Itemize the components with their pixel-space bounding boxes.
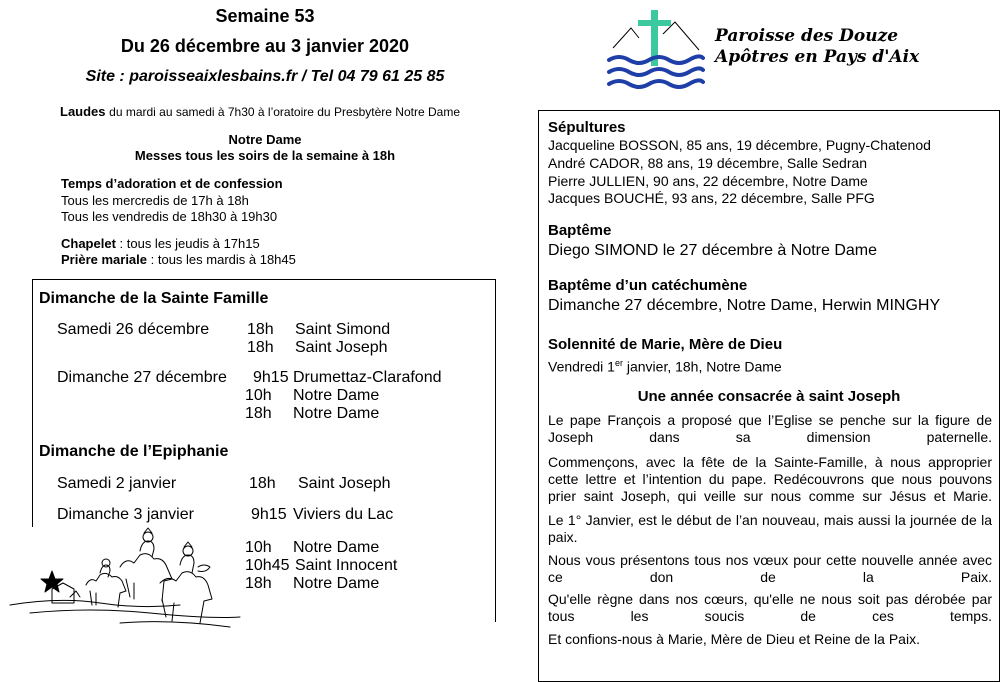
schedule-time: 18h [245, 405, 272, 422]
schedule-time: 18h [247, 321, 274, 338]
schedule-day: Dimanche 3 janvier [57, 506, 194, 523]
site-phone-line: Site : paroisseaixlesbains.fr / Tel 04 79 61 25 85 [85, 68, 445, 85]
adoration-line: Tous les mercredis de 17h à 18h [61, 193, 249, 208]
joseph-paragraph: Le pape François a proposé que l’Eglise se penche sur la figure de Joseph dans sa dimension paternelle. [548, 412, 992, 445]
bapteme-title: Baptême [548, 222, 612, 239]
date-range: Du 26 décembre au 3 janvier 2020 [120, 36, 410, 56]
chapelet-line [61, 236, 260, 252]
laudes-label: Laudes [60, 104, 106, 119]
sepulture-item: Jacqueline BOSSON, 85 ans, 19 décembre, Pugny-Chatenod [548, 137, 931, 153]
schedule-time: 9h15 [251, 506, 287, 523]
adoration-line: Tous les vendredis de 18h30 à 19h30 [61, 209, 278, 224]
news-box [538, 110, 1000, 682]
parish-name-line2: Apôtres en Pays d'Aix [715, 47, 920, 67]
notre-dame-masses: Messes tous les soirs de la semaine à 18h [134, 148, 396, 163]
priere-label: Prière mariale [61, 252, 148, 267]
sunday2-title: Dimanche de l’Epiphanie [39, 443, 229, 460]
chapelet-text: : tous les jeudis à 17h15 [115, 236, 260, 251]
laudes-text: du mardi au samedi à 7h30 à l’oratoire du Presbytère Notre Dame [109, 105, 460, 119]
schedule-day: Samedi 2 janvier [57, 475, 177, 492]
adoration-title: Temps d’adoration et de confession [61, 176, 283, 191]
sepulture-item: Jacques BOUCHÉ, 93 ans, 22 décembre, Salle PFG [548, 190, 875, 206]
joseph-paragraph: Le 1° Janvier, est le début de l’an nouveau, mais aussi la journée de la paix. [548, 512, 992, 545]
schedule-time: 10h [245, 539, 272, 556]
schedule-time: 18h [247, 339, 274, 356]
three-kings-camels-icon [0, 527, 245, 652]
solennite-text [548, 355, 782, 376]
magi-illustration [0, 527, 245, 652]
schedule-day: Samedi 26 décembre [57, 321, 210, 338]
chapelet-label: Chapelet [61, 236, 116, 251]
joseph-paragraph: Commençons, avec la fête de la Sainte-Famille, à nous approprier cette lettre et l’intention du pape. Redécouvrons que nous pouvons prier saint Joseph, qui veille sur nous comme sur Jésus et Marie. [548, 454, 992, 504]
cross-waves-logo-icon [605, 8, 705, 98]
catechumene-title: Baptême d’un catéchumène [548, 277, 748, 294]
week-title: Semaine 53 [215, 6, 315, 26]
priere-line [61, 252, 296, 268]
schedule-day: Dimanche 27 décembre [57, 369, 227, 386]
schedule-time: 9h15 [253, 369, 289, 386]
joseph-paragraph: Nous vous présentons tous nos vœux pour cette nouvelle année avec ce don de la Paix. [548, 552, 992, 585]
schedule-time: 10h45 [245, 557, 290, 574]
schedule-time: 10h [245, 387, 272, 404]
parish-logo [605, 8, 705, 98]
laudes-line [60, 104, 460, 120]
schedule-place: Notre Dame [293, 539, 380, 556]
parish-name [715, 26, 919, 68]
sepultures-title: Sépultures [548, 119, 626, 136]
parish-name-line1: Paroisse des Douze [715, 26, 899, 46]
joseph-title: Une année consacrée à saint Joseph [637, 388, 901, 405]
schedule-place: Saint Joseph [298, 475, 391, 492]
catechumene-text: Dimanche 27 décembre, Notre Dame, Herwin MINGHY [548, 297, 941, 314]
schedule-place: Drumettaz-Clarafond [293, 369, 442, 386]
joseph-paragraph: Qu'elle règne dans nos cœurs, qu'elle ne nous soit pas dérobée par tous les soucis de ces temps. [548, 591, 992, 624]
schedule-time: 18h [245, 575, 272, 592]
solennite-title: Solennité de Marie, Mère de Dieu [548, 336, 783, 353]
solennite-day: Vendredi 1 [548, 358, 615, 375]
bapteme-text: Diego SIMOND le 27 décembre à Notre Dame [548, 242, 878, 259]
notre-dame-title: Notre Dame [228, 132, 302, 147]
schedule-time: 18h [249, 475, 276, 492]
joseph-paragraph: Et confions-nous à Marie, Mère de Dieu et Reine de la Paix. [548, 631, 920, 647]
schedule-place: Notre Dame [293, 405, 380, 422]
sunday1-title: Dimanche de la Sainte Famille [39, 290, 269, 307]
schedule-place: Notre Dame [293, 387, 380, 404]
solennite-sup: er [614, 358, 623, 368]
schedule-place: Notre Dame [293, 575, 380, 592]
sepulture-item: André CADOR, 88 ans, 19 décembre, Salle Sedran [548, 155, 868, 171]
schedule-place: Saint Innocent [295, 557, 398, 574]
priere-text: : tous les mardis à 18h45 [147, 252, 296, 267]
schedule-place: Saint Joseph [295, 339, 388, 356]
sepulture-item: Pierre JULLIEN, 90 ans, 22 décembre, Notre Dame [548, 173, 868, 189]
schedule-place: Viviers du Lac [293, 506, 394, 523]
schedule-place: Saint Simond [295, 321, 391, 338]
solennite-rest: janvier, 18h, Notre Dame [622, 358, 782, 375]
